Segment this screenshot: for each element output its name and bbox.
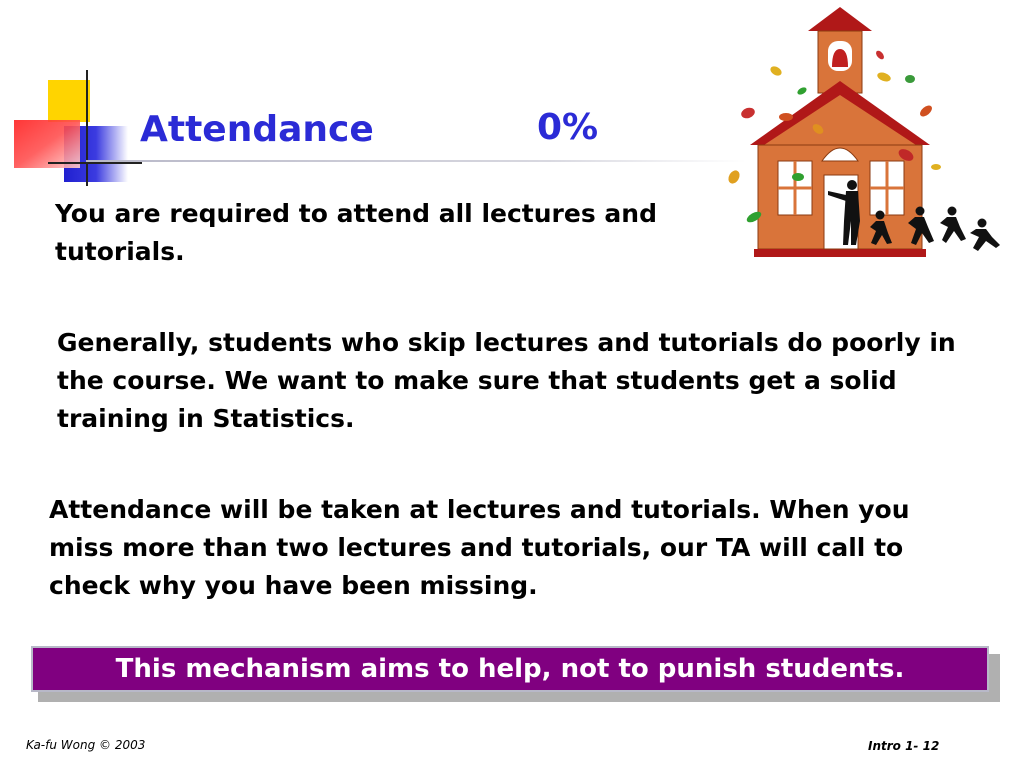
attendance-policy-text: Attendance will be taken at lectures and tutorials. When you miss more than two lectures and tutorials, our TA will call to check why you have been missing. bbox=[49, 495, 910, 600]
mechanism-banner: This mechanism aims to help, not to punish students. bbox=[31, 646, 989, 692]
footer-author: Ka-fu Wong © 2003 bbox=[26, 738, 146, 752]
logo-vertical-line bbox=[86, 70, 88, 186]
footer-page-label: Intro 1- 12 bbox=[868, 739, 940, 753]
slide-title: Attendance bbox=[140, 109, 374, 150]
rationale-text: Generally, students who skip lectures and tutorials do poorly in the course. We want to make sure that students get a solid training in Statistics. bbox=[57, 328, 956, 433]
slide-logo bbox=[12, 70, 142, 190]
attendance-requirement-text: You are required to attend all lectures and tutorials. bbox=[55, 199, 657, 266]
schoolhouse-illustration bbox=[720, 5, 1010, 265]
tower-roof bbox=[808, 7, 872, 31]
right-window bbox=[870, 161, 904, 215]
title-underline bbox=[86, 160, 746, 162]
logo-red-square bbox=[14, 120, 80, 168]
logo-horizontal-line bbox=[48, 162, 142, 164]
logo-yellow-square bbox=[48, 80, 90, 122]
left-window bbox=[778, 161, 812, 215]
grade-weight: 0% bbox=[537, 107, 599, 148]
